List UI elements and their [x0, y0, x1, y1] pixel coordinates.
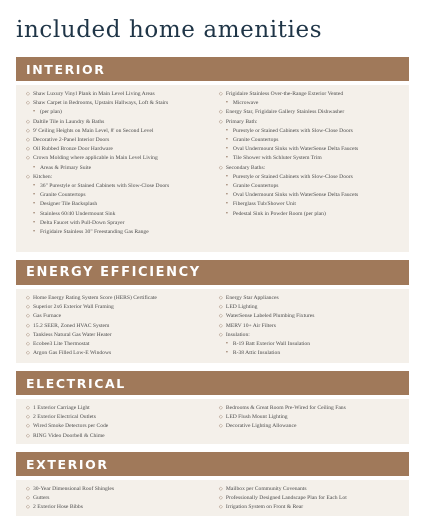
amenity-item: ◇ Crown Molding where applicable in Main Level Living	[26, 154, 219, 163]
amenity-subitem: • Oval Undermount Sinks with WaterSense Delta Faucets	[219, 191, 401, 200]
amenity-subitem: • Granite Countertops	[26, 191, 219, 200]
amenity-item: ◇ Kitchen:	[26, 173, 219, 182]
amenity-subitem: • Delta Faucet with Pull-Down Sprayer	[26, 219, 219, 228]
amenity-item: ◇ LED Lighting	[219, 303, 401, 312]
amenity-item: ◇ Irrigation System on Front & Rear	[219, 503, 401, 512]
amenity-subitem: • Stainless 60/40 Undermount Sink	[26, 210, 219, 219]
amenity-item: ◇ 9' Ceiling Heights on Main Level, 8' on Second Level	[26, 127, 219, 136]
exterior-right-list	[219, 485, 401, 513]
amenity-item: ◇ 1 Exterior Carriage Light	[26, 404, 219, 413]
amenity-subitem: • Frigidaire Stainless 30" Freestanding Gas Range	[26, 228, 219, 237]
amenity-item: ◇ Professionally Designed Landscape Plan for Each Lot	[219, 494, 401, 503]
amenity-item: ◇ LED Flush Mount Lighting	[219, 413, 401, 422]
electrical-section-header: ELECTRICAL	[16, 371, 409, 395]
energy-efficiency-section-header: ENERGY EFFICIENCY	[16, 260, 409, 285]
interior-left-list	[26, 90, 219, 237]
page-title: included home amenities	[16, 17, 323, 43]
amenity-item: ◇ Primary Bath:	[219, 118, 401, 127]
exterior-left-list	[26, 485, 219, 513]
amenity-subitem: • R-38 Attic Insulation	[219, 349, 401, 358]
amenity-item: ◇ WaterSense Labeled Plumbing Fixtures	[219, 312, 401, 321]
amenity-item: ◇ Gutters	[26, 494, 219, 503]
amenity-item: ◇ Home Energy Rating System Score (HERS) Certificate	[26, 294, 219, 303]
amenity-subitem: • Tile Shower with Schluter System Trim	[219, 154, 401, 163]
amenity-subitem: • Oval Undermount Sinks with WaterSense Delta Faucets	[219, 145, 401, 154]
amenity-item: ◇ Shaw Luxury Vinyl Plank in Main Level Living Areas	[26, 90, 219, 99]
amenity-subitem: • (per plan)	[26, 108, 219, 117]
amenity-subitem: • Microwave	[219, 99, 401, 108]
amenity-item: ◇ Ecobee3 Lite Thermostat	[26, 340, 219, 349]
amenity-subitem: • 36" Purestyle or Stained Cabinets with Slow-Close Doors	[26, 182, 219, 191]
amenity-item: ◇ Secondary Baths:	[219, 164, 401, 173]
interior-section-header: INTERIOR	[16, 57, 409, 81]
energy-efficiency-section-body	[16, 289, 409, 363]
amenity-subitem: • Fiberglass Tub/Shower Unit	[219, 200, 401, 209]
amenity-item: ◇ Frigidaire Stainless Over-the-Range Exterior Vented	[219, 90, 401, 99]
amenity-item: ◇ Superior 2x6 Exterior Wall Framing	[26, 303, 219, 312]
amenity-subitem: • Granite Countertops	[219, 136, 401, 145]
amenity-subitem: • Pedestal Sink in Powder Room (per plan)	[219, 210, 401, 219]
amenity-item: ◇ Oil Rubbed Bronze Door Hardware	[26, 145, 219, 154]
exterior-section-header: EXTERIOR	[16, 452, 409, 476]
exterior-section-body	[16, 480, 409, 516]
amenity-item: ◇ Decorative 2-Panel Interior Doors	[26, 136, 219, 145]
interior-section-body	[16, 85, 409, 252]
amenity-item: ◇ Wired Smoke Detectors per Code	[26, 422, 219, 431]
amenity-item: ◇ Gas Furnace	[26, 312, 219, 321]
energy-left-list	[26, 294, 219, 358]
amenity-item: ◇ Daltile Tile in Laundry & Baths	[26, 118, 219, 127]
amenity-subitem: • Purestyle or Stained Cabinets with Slow-Close Doors	[219, 173, 401, 182]
amenity-item: ◇ Decorative Lighting Allowance	[219, 422, 401, 431]
amenity-item: ◇ 15.2 SEER, Zoned HVAC System	[26, 322, 219, 331]
amenity-item: ◇ 30-Year Dimensional Roof Shingles	[26, 485, 219, 494]
amenity-item: ◇ Energy Star, Frigidaire Gallery Stainless Dishwasher	[219, 108, 401, 117]
amenity-item: ◇ RING Video Doorbell & Chime	[26, 432, 219, 441]
electrical-section-body	[16, 399, 409, 444]
amenity-item: ◇ Argon Gas Filled Low-E Windows	[26, 349, 219, 358]
interior-right-list	[219, 90, 401, 219]
amenity-item: ◇ Mailbox per Community Covenants	[219, 485, 401, 494]
amenity-subitem: • Granite Countertops	[219, 182, 401, 191]
amenity-subitem: • Designer Tile Backsplash	[26, 200, 219, 209]
amenity-subitem: • Purestyle or Stained Cabinets with Slow-Close Doors	[219, 127, 401, 136]
amenity-item: ◇ Shaw Carpet in Bedrooms, Upstairs Hallways, Loft & Stairs	[26, 99, 219, 108]
amenity-item: ◇ 2 Exterior Hose Bibbs	[26, 503, 219, 512]
amenity-item: ◇ Bedrooms & Great Room Pre-Wired for Ceiling Fans	[219, 404, 401, 413]
amenity-item: ◇ MERV 10+ Air Filters	[219, 322, 401, 331]
amenity-item: ◇ Insulation:	[219, 331, 401, 340]
amenity-subitem: • Areas & Primary Suite	[26, 164, 219, 173]
amenity-subitem: • R-19 Batt Exterior Wall Insulation	[219, 340, 401, 349]
amenity-item: ◇ 2 Exterior Electrical Outlets	[26, 413, 219, 422]
amenity-item: ◇ Tankless Natural Gas Water Heater	[26, 331, 219, 340]
amenity-item: ◇ Energy Star Appliances	[219, 294, 401, 303]
energy-right-list	[219, 294, 401, 358]
electrical-right-list	[219, 404, 401, 432]
electrical-left-list	[26, 404, 219, 441]
